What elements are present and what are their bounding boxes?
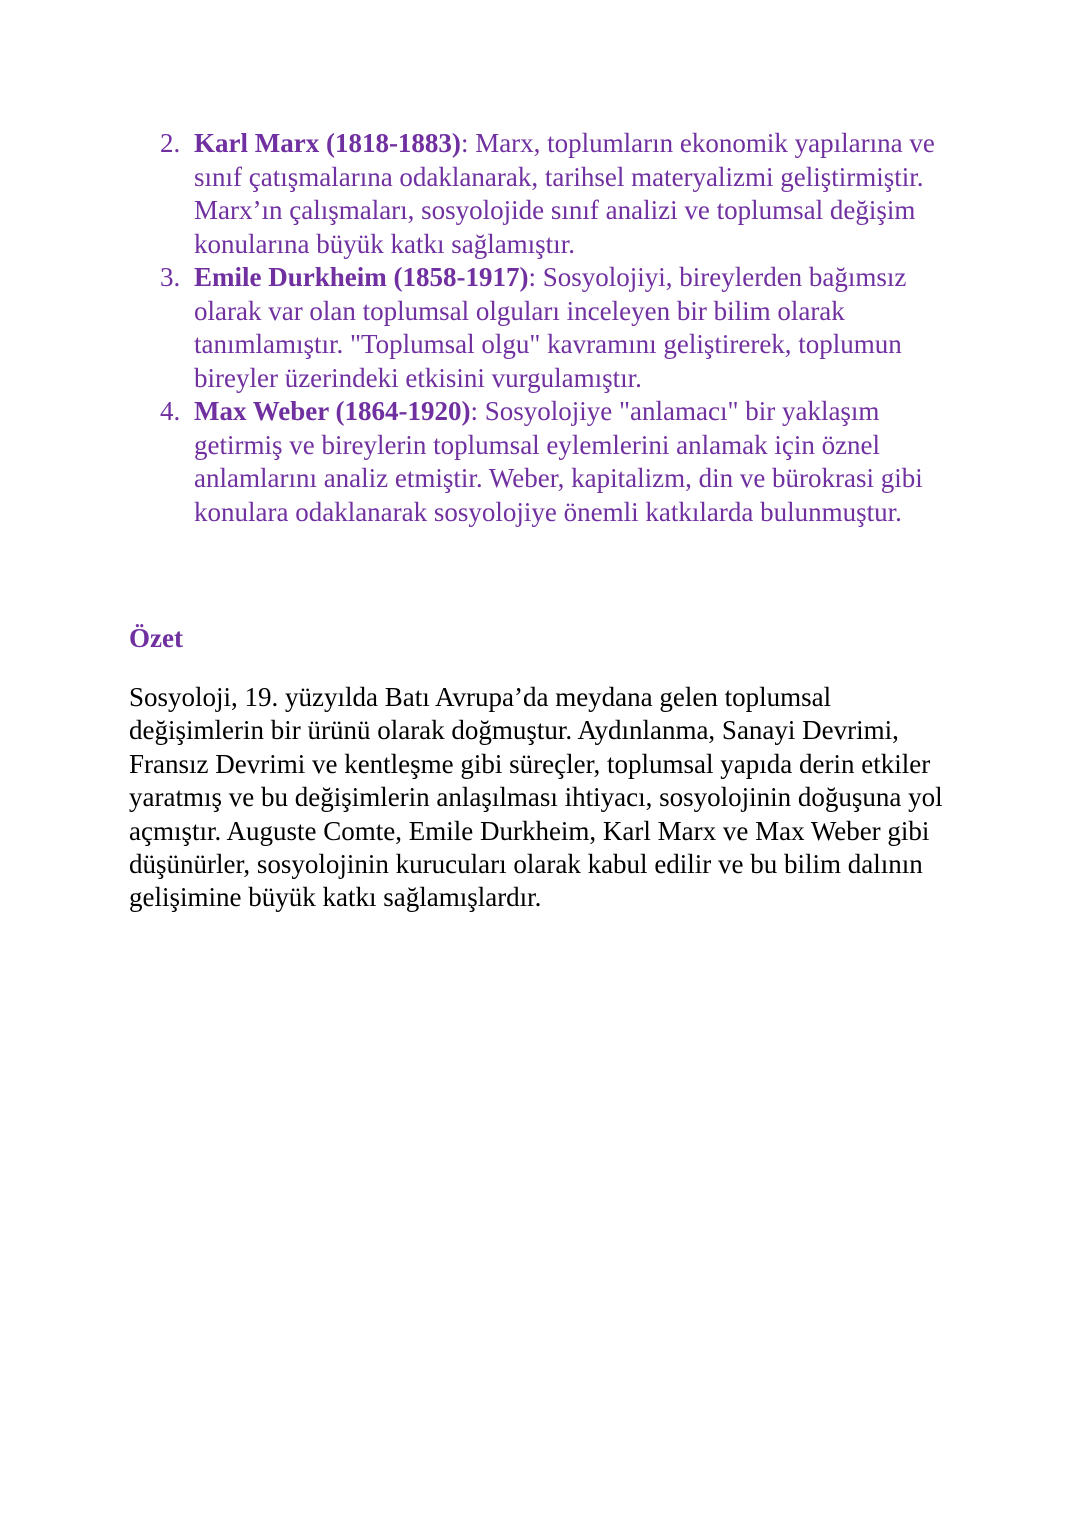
list-item-number: 4. (160, 396, 181, 426)
list-item-max-weber (160, 395, 960, 529)
list-item-body: : Sosyolojiyi, bireylerden bağımsız olarak var olan toplumsal olguları inceleyen bir bilim olarak tanımlamıştır. "Toplumsal olgu" kavramını geliştirerek, toplumun bireyler üzerindeki etkisini vurgulamıştır. (194, 262, 907, 393)
summary-heading: Özet (129, 623, 183, 653)
list-item-emile-durkheim (160, 261, 960, 395)
summary-paragraph: Sosyoloji, 19. yüzyılda Batı Avrupa’da meydana gelen toplumsal değişimlerin bir ürünü olarak doğmuştur. Aydınlanma, Sanayi Devrimi, Fransız Devrimi ve kentleşme gibi süreçler, toplumsal yapıda derin etkiler yaratmış ve bu değişimlerin anlaşılması ihtiyacı, sosyolojinin doğuşuna yol açmıştır. Auguste Comte, Emile Durkheim, Karl Marx ve Max Weber gibi düşünürler, sosyolojinin kurucuları olarak kabul edilir ve bu bilim dalının gelişimine büyük katkı sağlamışlardır. (129, 682, 943, 913)
list-item-karl-marx (160, 127, 960, 261)
list-item-number: 3. (160, 262, 181, 292)
sociologists-list (160, 127, 960, 529)
list-item-body: : Sosyolojiye "anlamacı" bir yaklaşım getirmiş ve bireylerin toplumsal eylemlerini anlamak için öznel anlamlarını analiz etmiştir. Weber, kapitalizm, din ve bürokrasi gibi konulara odaklanarak sosyolojiye önemli katkılarda bulunmuştur. (194, 396, 923, 527)
list-item-name: Max Weber (1864-1920) (194, 396, 471, 426)
list-item-number: 2. (160, 128, 181, 158)
list-item-name: Karl Marx (1818-1883) (194, 128, 461, 158)
list-item-name: Emile Durkheim (1858-1917) (194, 262, 529, 292)
list-item-body: : Marx, toplumların ekonomik yapılarına ve sınıf çatışmalarına odaklanarak, tarihsel materyalizmi geliştirmiştir. Marx’ın çalışmaları, sosyolojide sınıf analizi ve toplumsal değişim konularına büyük katkı sağlamıştır. (194, 128, 935, 259)
